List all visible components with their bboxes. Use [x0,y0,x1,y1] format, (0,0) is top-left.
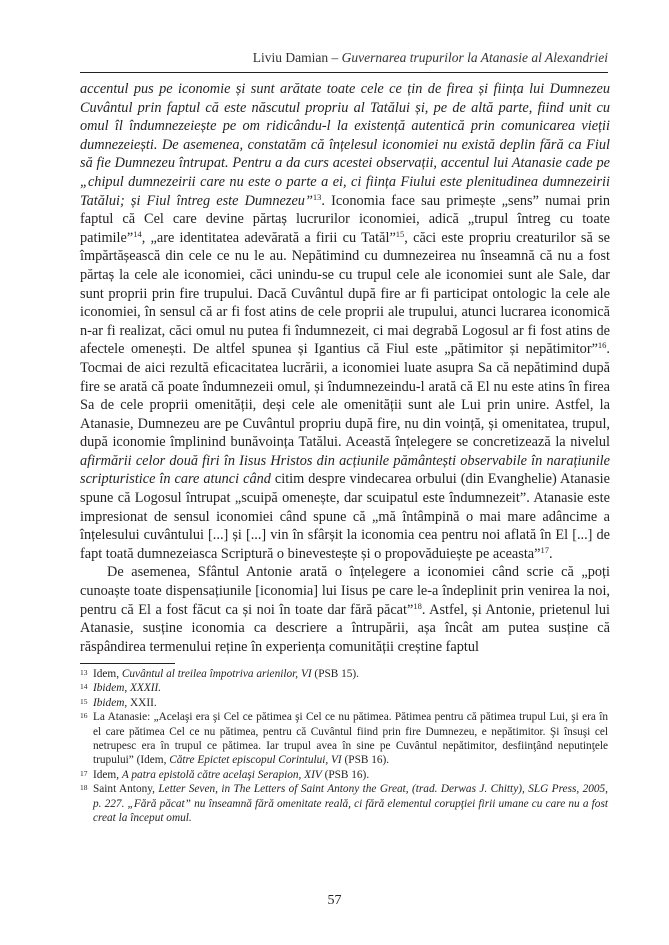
text-run: . Iconomia face sau primește „sens” numai prin faptul că Cel care devine părtaș lucrurilor iconomiei, adică „trupul întreg cu toate patimile” [80,192,610,246]
footnote-italic: A patra epistolă către acelaşi Serapion, XIV [121,768,322,781]
text-run: . [549,545,553,562]
footnote-number: 16 [80,711,88,721]
footnote-ref-16[interactable]: 16 [597,340,607,351]
footnote-15 [80,696,608,710]
footnote-number: 13 [80,668,88,677]
footnote-13 [80,667,608,681]
footnote-17 [80,768,608,782]
footnote-italic: Cuvântul al treilea împotriva arienilor, VI [121,668,312,680]
footnote-italic: Ibidem [93,696,125,709]
footnote-number: 14 [80,682,88,692]
header-title: Guvernarea trupurilor la Atanasie al Alexandriei [341,50,608,65]
footnote-18 [80,782,608,825]
footnote-italic: Către Epictet episcopul Corintului, VI [169,754,342,767]
footnote-ref-15[interactable]: 15 [395,228,405,239]
footnote-ref-18[interactable]: 18 [413,600,422,611]
footnote-number: 18 [80,783,88,793]
running-header [80,50,608,66]
footnote-italic: Letter Seven, in The Letters of Saint Antony the Great, (trad. Derwas J. Chitty), SLG Press, 2005, p. 227. „Fără păcat” nu înseamnă fără omenitate reală, ci fără elementul corupţiei firii umane cu care nu a fost creat la început omul. [93,783,609,825]
header-author: Liviu Damian [252,50,329,65]
footnote-text: (PSB 16). [321,768,370,781]
footnote-text: (PSB 15). [311,668,360,680]
text-run: , căci este propriu creaturilor să se împărtășească din cele ce nu le au. Nepătimind cu dumnezeirea nu înseamnă că nu a fost părtaș la cele ale iconomiei, căci unindu-se cu trupul cele ale iconomiei sunt ale Sale, dar sunt proprii prin fire trupului. Dacă Cuvântul după fire ar fi participat ontologic la cele ale iconomiei, în sensul că ar fi fost atins de cele proprii ale trupului, atunci lucrarea iconomică n-ar fi realizat, căci omul nu putea fi îndumnezeit, ci mai degrabă Logosul ar fi fost atins de afectele omenești. De altfel spunea și Igantius că Fiul este „pătimitor și nepătimitor” [80,229,610,358]
footnotes [80,667,608,825]
footnote-text: Idem, [93,768,122,781]
paragraph-1 [80,80,610,563]
footnote-ref-17[interactable]: 17 [540,544,549,555]
page-number: 57 [327,893,342,908]
body-text [80,80,610,656]
italic-text: afirmării celor două firi în Iisus Hristos din acțiunile pământești observabile în narațiunile scripturistice în care atunci când [80,452,610,488]
footnote-text: La Atanasie: „Acelaşi era şi Cel ce pătimea şi Cel ce nu pătimea. Pătimea pentru că pătimea trupul Lui, şi era în el care pătimea Cel ce nu pătimea, pentru că Cuvântul fiind prin fire Dumnezeu, e nepătimitor. Şi însuşi cel netrupesc era în trupul ce pătimea. Iar trupul avea în sine pe Cuvântul nepătimitor, desfiinţând neputinţele trupului” (Idem, [93,711,608,767]
footnote-number: 17 [80,768,88,778]
text-run: . Astfel, și Antonie, prietenul lui Atanasie, susține iconomia ca descriere a întrupării, așa încât am putea susține că răspândirea termenului reține în experiența comunității creștine faptul [80,601,610,655]
paragraph-2 [80,563,610,656]
footnote-ref-13[interactable]: 13 [312,191,322,202]
footnote-italic: Ibidem, XXXII. [93,682,162,695]
italic-text: accentul pus pe iconomie și sunt arătate toate cele ce țin de firea și ființa lui Dumnezeu Cuvântul prin faptul că este născutul propriu al Tatălui și, pe de altă parte, fiind unit cu omul îl îndumnezeiește pe om ridicându-l la existență autentică prin comunicarea vieții dumnezeiești. De asemenea, constatăm că înțelesul iconomiei nu există deplin fără ca Fiul să fie Dumnezeu întrupat. Pentru a da curs acestei observații, accentul lui Atanasie cade pe „chipul dumnezeirii care nu este o parte a ei, ci ființa Fiului este plenitudinea dumnezeirii Tatălui; și Fiul întreg este Dumnezeu” [80,81,610,209]
footnote-14 [80,681,608,695]
footnote-separator [80,663,175,664]
footnote-ref-14[interactable]: 14 [133,228,142,239]
footnote-text: (PSB 16). [341,754,390,767]
footnote-text: , XXII. [124,696,157,709]
text-run: citim despre vindecarea orbului (din Evanghelie) Atanasie spune că Logosul întrupat „scuipă omenește, dar scuipatul este îndumnezeit”. Atanasie este impresionat de sensul iconomiei când spune că „mă întâmpină o mai mare adâncime a înțelesului cuvântului [...] și [...] vin în sfârșit la iconomia cea pentru noi aflată în El [...] de fapt toată dumnezeiasca Scriptură o binevestește și o propovăduiește pe aceasta” [80,471,610,562]
header-separator: – [328,50,342,65]
footnote-number: 15 [80,696,88,706]
header-rule [80,72,608,73]
footnote-text: Idem, [93,668,122,680]
text-run: , „are identitatea adevărată a firii cu Tatăl” [141,229,396,246]
footnote-16 [80,710,608,768]
text-run: De asemenea, Sfântul Antonie arată o înțelegere a iconomiei când scrie că „poți cunoaște toate dispensațiunile [iconomia] lui Iisus pe care le-a îndeplinit prin venirea la noi, pentru că El a fost făcut ca și noi în toate dar fără păcat” [80,564,610,618]
footnote-text: Saint Antony, [93,783,159,796]
text-run: . Tocmai de aici rezultă eficacitatea lucrării, a iconomiei luate asupra Sa că nepătimind după fire se arată că poate îndumnezeii omul, și îndumnezeindu-l arată că El nu este atins în firea Sa de cele proprii omenității, deși cele ale omenității sunt ale Lui prin unire. Astfel, la Atanasie, Dumnezeu are pe Cuvântul propriu după fire, nu din voință, și omenitatea, trupul, după iconomie împlinind bunăvoința Tatălui. Această înțelegere se concretizează la nivelul [80,341,610,451]
